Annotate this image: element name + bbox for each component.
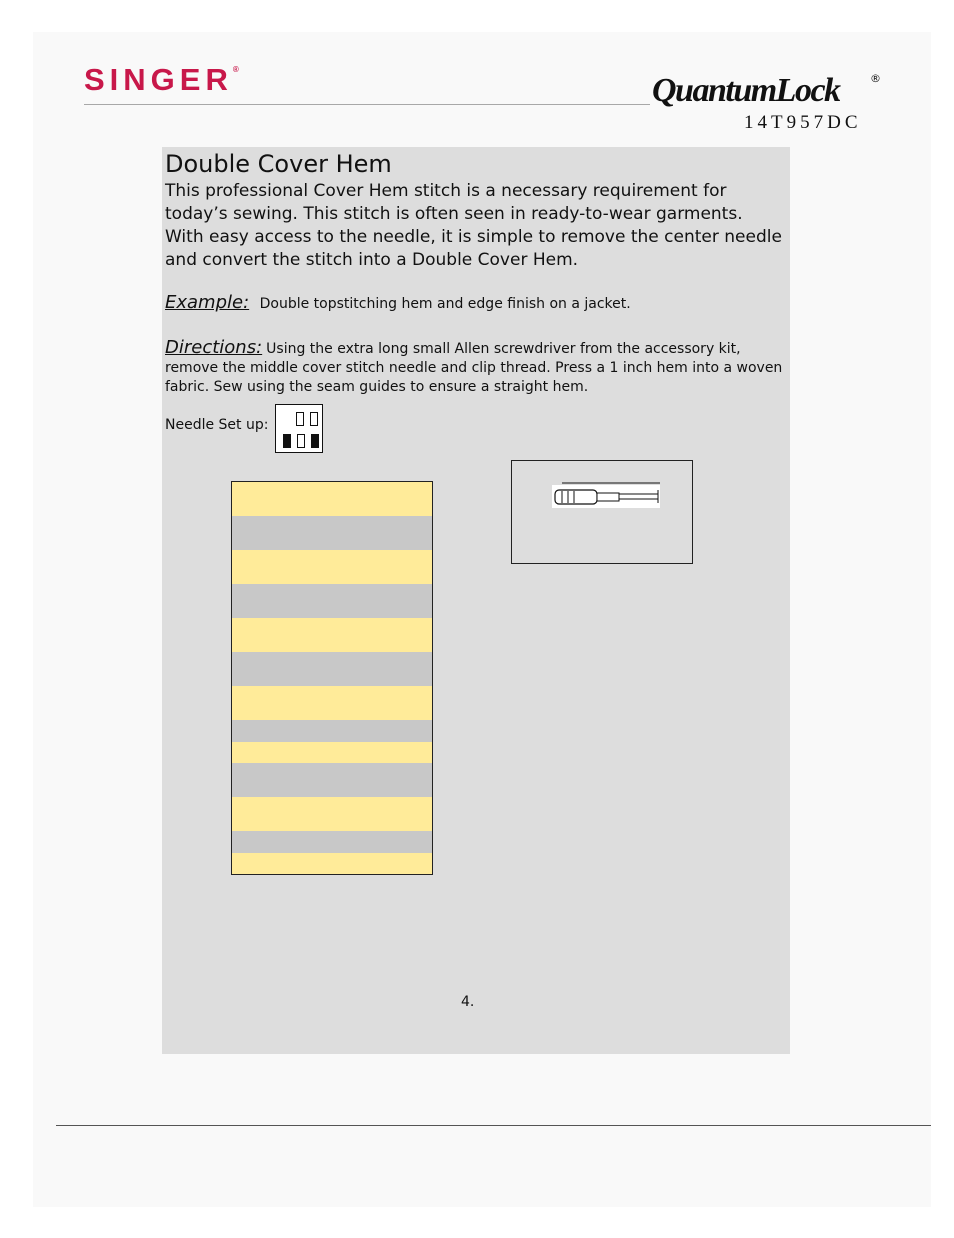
- needle-slot-bottom-left: [283, 434, 291, 448]
- needle-slot-top-right: [310, 412, 318, 426]
- allen-screwdriver-illustration: [511, 460, 693, 564]
- tool-handle: [555, 490, 597, 504]
- stripe-gray: [232, 720, 432, 742]
- stripe-gray: [232, 763, 432, 797]
- singer-logo: [84, 62, 239, 98]
- stripe-yellow: [232, 853, 432, 874]
- directions-text: Using the extra long small Allen screwdriver from the accessory kit, remove the middle cover stitch needle and clip thread. Press a 1 inch hem into a woven fabric. Sew using the seam guides to ensure a straight hem.: [165, 341, 783, 395]
- stripe-yellow: [232, 482, 432, 516]
- needle-slot-top-left: [296, 412, 304, 426]
- allen-screwdriver-icon: [512, 461, 692, 563]
- header-divider: [84, 104, 650, 105]
- directions-label: Directions:: [165, 337, 263, 358]
- stripe-yellow: [232, 686, 432, 720]
- stripe-yellow: [232, 742, 432, 763]
- stripe-gray: [232, 516, 432, 550]
- example-line: [165, 292, 631, 313]
- stripe-yellow: [232, 550, 432, 584]
- needle-slot-bottom-center: [297, 434, 305, 448]
- needle-setup-icon: [275, 404, 323, 453]
- stripe-yellow: [232, 797, 432, 831]
- brand-name: QuantumLock: [652, 72, 840, 109]
- needle-slot-bottom-right: [311, 434, 319, 448]
- model-number: 14T957DC: [744, 112, 862, 133]
- needle-setup-label: Needle Set up:: [165, 417, 269, 433]
- stripe-gray: [232, 831, 432, 853]
- directions-paragraph: [165, 338, 790, 397]
- stripe-gray: [232, 584, 432, 618]
- tool-ferrule: [597, 493, 619, 501]
- stitch-color-stripes: [231, 481, 433, 875]
- stripe-gray: [232, 652, 432, 686]
- singer-logo-text: SINGER: [84, 62, 233, 97]
- page-number: 4.: [461, 994, 475, 1010]
- brand-registered-mark: ®: [870, 72, 881, 85]
- intro-paragraph: This professional Cover Hem stitch is a necessary requirement for today’s sewing. This stitch is often seen in ready-to-wear garments. With easy access to the needle, it is simple to remove the center needle and convert the stitch into a Double Cover Hem.: [165, 181, 782, 270]
- page-title: Double Cover Hem: [165, 150, 392, 178]
- singer-logo-registered: ®: [232, 65, 239, 74]
- footer-divider: [56, 1125, 931, 1126]
- example-label: Example:: [165, 292, 250, 313]
- example-text: Double topstitching hem and edge finish on a jacket.: [259, 296, 631, 312]
- stripe-yellow: [232, 618, 432, 652]
